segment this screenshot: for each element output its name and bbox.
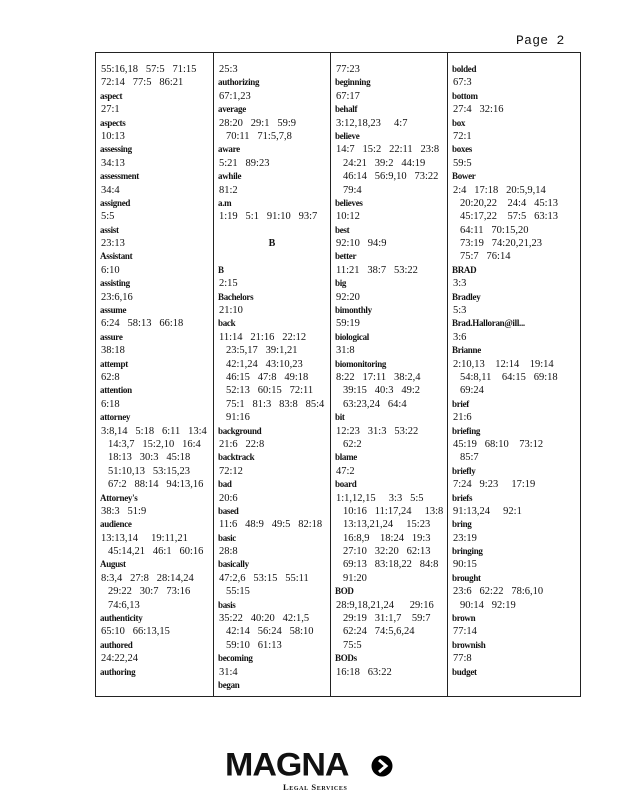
page-reference: 18:13 30:3 45:18 [108,452,191,464]
index-term: briefing [452,425,481,436]
page-reference: 62:24 74:5,6,24 [343,626,415,638]
page-reference: 39:15 40:3 49:2 [343,385,421,397]
index-term: aware [218,144,240,155]
page-reference: 31:4 [219,666,238,678]
page-reference: 45:17,22 57:5 63:13 [460,211,559,223]
index-term: attempt [100,358,128,369]
page-reference: 23:5,17 39:1,21 [226,345,298,357]
page-reference: 10:13 [101,130,125,142]
page-reference: 2:4 17:18 20:5,9,14 [453,184,546,196]
page-reference: 85:7 [460,452,479,464]
index-term: August [100,559,126,570]
page-reference: 67:3 [453,77,472,89]
page-reference: 3:6 [453,331,467,343]
page-reference: 23:6 62:22 78:6,10 [453,586,544,598]
page-reference: 31:8 [336,345,355,357]
page-reference: 51:10,13 53:15,23 [108,465,190,477]
page-reference: 59:10 61:13 [226,639,282,651]
index-term: bring [452,519,472,530]
index-term: briefly [452,465,476,476]
page-reference: 67:1,23 [219,90,251,102]
page-reference: 69:13 83:18,22 84:8 [343,559,439,571]
page-reference: 47:2 [336,465,355,477]
page-reference: 29:22 30:7 73:16 [108,586,191,598]
page-reference: 8:3,4 27:8 28:14,24 [101,572,194,584]
section-letter: B [268,238,276,250]
page-reference: 25:3 [219,64,238,75]
page-reference: 14:7 15:2 22:11 23:8 [336,144,440,156]
page-reference: 11:14 21:16 22:12 [219,331,307,343]
index-term: authored [100,639,133,650]
index-term: Bachelors [218,291,254,302]
page-reference: 21:10 [219,305,243,317]
chevron-circle-icon [371,755,393,777]
index-term: average [218,104,246,115]
page-reference: 45:19 68:10 73:12 [453,438,544,450]
page-reference: 6:10 [101,264,120,276]
page-reference: 79:4 [343,184,362,196]
page-reference: 1:1,12,15 3:3 5:5 [336,492,424,504]
index-term: best [335,224,350,235]
page-reference: 92:20 [336,291,360,303]
page-reference: 23:6,16 [101,291,133,303]
logo-wordmark: MAGNA [225,746,349,784]
page-reference: 10:16 11:17,24 13:8 [343,505,444,517]
page-reference: 65:10 66:13,15 [101,626,170,638]
index-term: assessing [100,144,132,155]
page-reference: 75:7 76:14 [460,251,511,263]
index-term: attorney [100,412,131,423]
page-reference: 42:1,24 43:10,23 [226,358,303,370]
blank-line [214,224,330,237]
index-term: bringing [452,546,483,557]
page-reference: 34:4 [101,184,120,196]
page-reference: 91:20 [343,572,367,584]
index-term: beginning [335,77,371,88]
index-term: background [218,425,262,436]
page-reference: 2:15 [219,278,238,290]
index-column-2 [213,53,330,696]
page-reference: 11:21 38:7 53:22 [336,264,418,276]
index-column-1 [96,53,213,696]
logo-subtitle: Legal Services [283,782,348,792]
index-term: attention [100,385,132,396]
page-reference: 46:15 47:8 49:18 [226,371,309,383]
index-term: assigned [100,197,131,208]
page-reference: 13:13,14 19:11,21 [101,532,188,544]
index-term: based [218,505,239,516]
page-reference: 6:18 [101,398,120,410]
index-term: brought [452,572,481,583]
index-term: assessment [100,171,139,182]
index-term: audience [100,519,132,530]
page-reference: 62:8 [101,371,120,383]
page-reference: 14:3,7 15:2,10 16:4 [108,438,201,450]
index-term: Bradley [452,291,481,302]
page-reference: 70:11 71:5,7,8 [226,130,292,142]
index-term: BRAD [452,264,477,275]
page-reference: 13:13,21,24 15:23 [343,519,431,531]
page-reference: 77:23 [336,64,360,75]
page-reference: 63:23,24 64:4 [343,398,407,410]
page-reference: 38:18 [101,345,125,357]
blank-line [214,250,330,263]
index-term: basis [218,599,236,610]
page-reference: 3:12,18,23 4:7 [336,117,408,129]
index-term: believe [335,130,360,141]
page-reference: 92:10 94:9 [336,238,387,250]
index-term: brown [452,613,476,624]
index-term: bad [218,479,232,490]
page-reference: 5:21 89:23 [219,157,270,169]
index-term: assure [100,331,123,342]
index-column-3 [330,53,447,696]
index-frame [95,52,581,697]
index-term: awhile [218,171,242,182]
page-reference: 20:20,22 24:4 45:13 [460,197,559,209]
page-reference: 3:8,14 5:18 6:11 13:4 [101,425,207,437]
index-term: assisting [100,278,130,289]
index-term: Assistant [100,251,133,262]
index-term: brownish [452,639,486,650]
index-term: biomonitoring [335,358,387,369]
index-term: authenticity [100,613,143,624]
page-reference: 72:12 [219,465,243,477]
page-reference: 72:1 [453,130,472,142]
index-term: becoming [218,653,253,664]
page-reference: 77:8 [453,653,472,665]
page-reference: 74:6,13 [108,599,140,611]
page-reference: 27:4 32:16 [453,104,504,116]
index-term: bit [335,412,345,423]
index-term: boxes [452,144,473,155]
page-reference: 1:19 5:1 91:10 93:7 [219,211,318,223]
index-column-4 [447,53,581,696]
page-reference: 67:17 [336,90,360,102]
page-reference: 23:19 [453,532,477,544]
page-reference: 55:16,18 57:5 71:15 [101,64,197,75]
index-term: bottom [452,90,478,101]
index-term: blame [335,452,357,463]
page-reference: 67:2 88:14 94:13,16 [108,479,204,491]
page-reference: 29:19 31:1,7 59:7 [343,613,431,625]
page-reference: 28:8 [219,546,238,558]
page-reference: 64:11 70:15,20 [460,224,529,236]
index-term: aspect [100,90,123,101]
page-reference: 69:24 [460,385,484,397]
page-reference: 24:22,24 [101,653,139,665]
page-reference: 47:2,6 53:15 55:11 [219,572,309,584]
index-term: aspects [100,117,126,128]
index-term: assist [100,224,119,235]
page-reference: 27:1 [101,104,120,116]
index-term: biological [335,331,370,342]
page-reference: 75:5 [343,639,362,651]
page-reference: 72:14 77:5 86:21 [101,77,184,89]
page-reference: 10:12 [336,211,360,223]
index-term: Bower [452,171,476,182]
page-reference: 23:13 [101,238,125,250]
page-reference: 12:23 31:3 53:22 [336,425,419,437]
index-term: Attorney's [100,492,138,503]
index-term: authorizing [218,77,260,88]
page-reference: 28:20 29:1 59:9 [219,117,297,129]
index-term: BOD [335,586,354,597]
page-reference: 20:6 [219,492,238,504]
index-term: better [335,251,357,262]
page-reference: 6:24 58:13 66:18 [101,318,184,330]
index-term: bimonthly [335,305,372,316]
page-reference: 81:2 [219,184,238,196]
page-reference: 24:21 39:2 44:19 [343,157,426,169]
index-term: a.m [218,197,232,208]
page-reference: 28:9,18,21,24 29:16 [336,599,434,611]
page-reference: 34:13 [101,157,125,169]
page-reference: 91:16 [226,412,250,424]
page-reference: 5:3 [453,305,467,317]
page-reference: 11:6 48:9 49:5 82:18 [219,519,323,531]
page-reference: 27:10 32:20 62:13 [343,546,431,558]
page-reference: 90:14 92:19 [460,599,516,611]
page-reference: 35:22 40:20 42:1,5 [219,613,310,625]
index-term: box [452,117,466,128]
page-reference: 8:22 17:11 38:2,4 [336,371,421,383]
index-term: back [218,318,236,329]
page-reference: 77:14 [453,626,477,638]
index-term: big [335,278,347,289]
page-reference: 16:8,9 18:24 19:3 [343,532,431,544]
page-reference: 2:10,13 12:14 19:14 [453,358,554,370]
page-reference: 75:1 81:3 83:8 85:4 [226,398,325,410]
index-term: B [218,264,224,275]
page-reference: 59:19 [336,318,360,330]
index-term: basic [218,532,237,543]
index-term: briefs [452,492,473,503]
page-reference: 55:15 [226,586,250,598]
page-reference: 54:8,11 64:15 69:18 [460,371,558,383]
page-reference: 46:14 56:9,10 73:22 [343,171,439,183]
index-term: assume [100,305,127,316]
page-reference: 5:5 [101,211,115,223]
page-reference: 45:14,21 46:1 60:16 [108,546,204,558]
page-reference: 52:13 60:15 72:11 [226,385,314,397]
page-reference: 16:18 63:22 [336,666,392,678]
index-term: Brianne [452,345,481,356]
index-term: budget [452,666,477,677]
index-term: brief [452,398,469,409]
index-term: basically [218,559,249,570]
index-term: believes [335,197,363,208]
index-term: backtrack [218,452,255,463]
index-term: behalf [335,104,358,115]
page-reference: 21:6 22:8 [219,438,265,450]
index-term: began [218,679,240,690]
index-term: BODs [335,653,357,664]
page-reference: 91:13,24 92:1 [453,505,522,517]
page-reference: 59:5 [453,157,472,169]
page-reference: 73:19 74:20,21,23 [460,238,542,250]
page-reference: 7:24 9:23 17:19 [453,479,536,491]
index-term: bolded [452,64,477,74]
page-reference: 38:3 51:9 [101,505,147,517]
index-term: Brad.Halloran@ill... [452,318,525,329]
page-reference: 90:15 [453,559,477,571]
page-reference: 21:6 [453,412,472,424]
page-reference: 3:3 [453,278,467,290]
index-term: board [335,479,357,490]
index-term: authoring [100,666,136,677]
magna-logo [225,748,395,794]
page-number-label: Page 2 [516,33,565,48]
page-reference: 62:2 [343,438,362,450]
page-reference: 42:14 56:24 58:10 [226,626,314,638]
